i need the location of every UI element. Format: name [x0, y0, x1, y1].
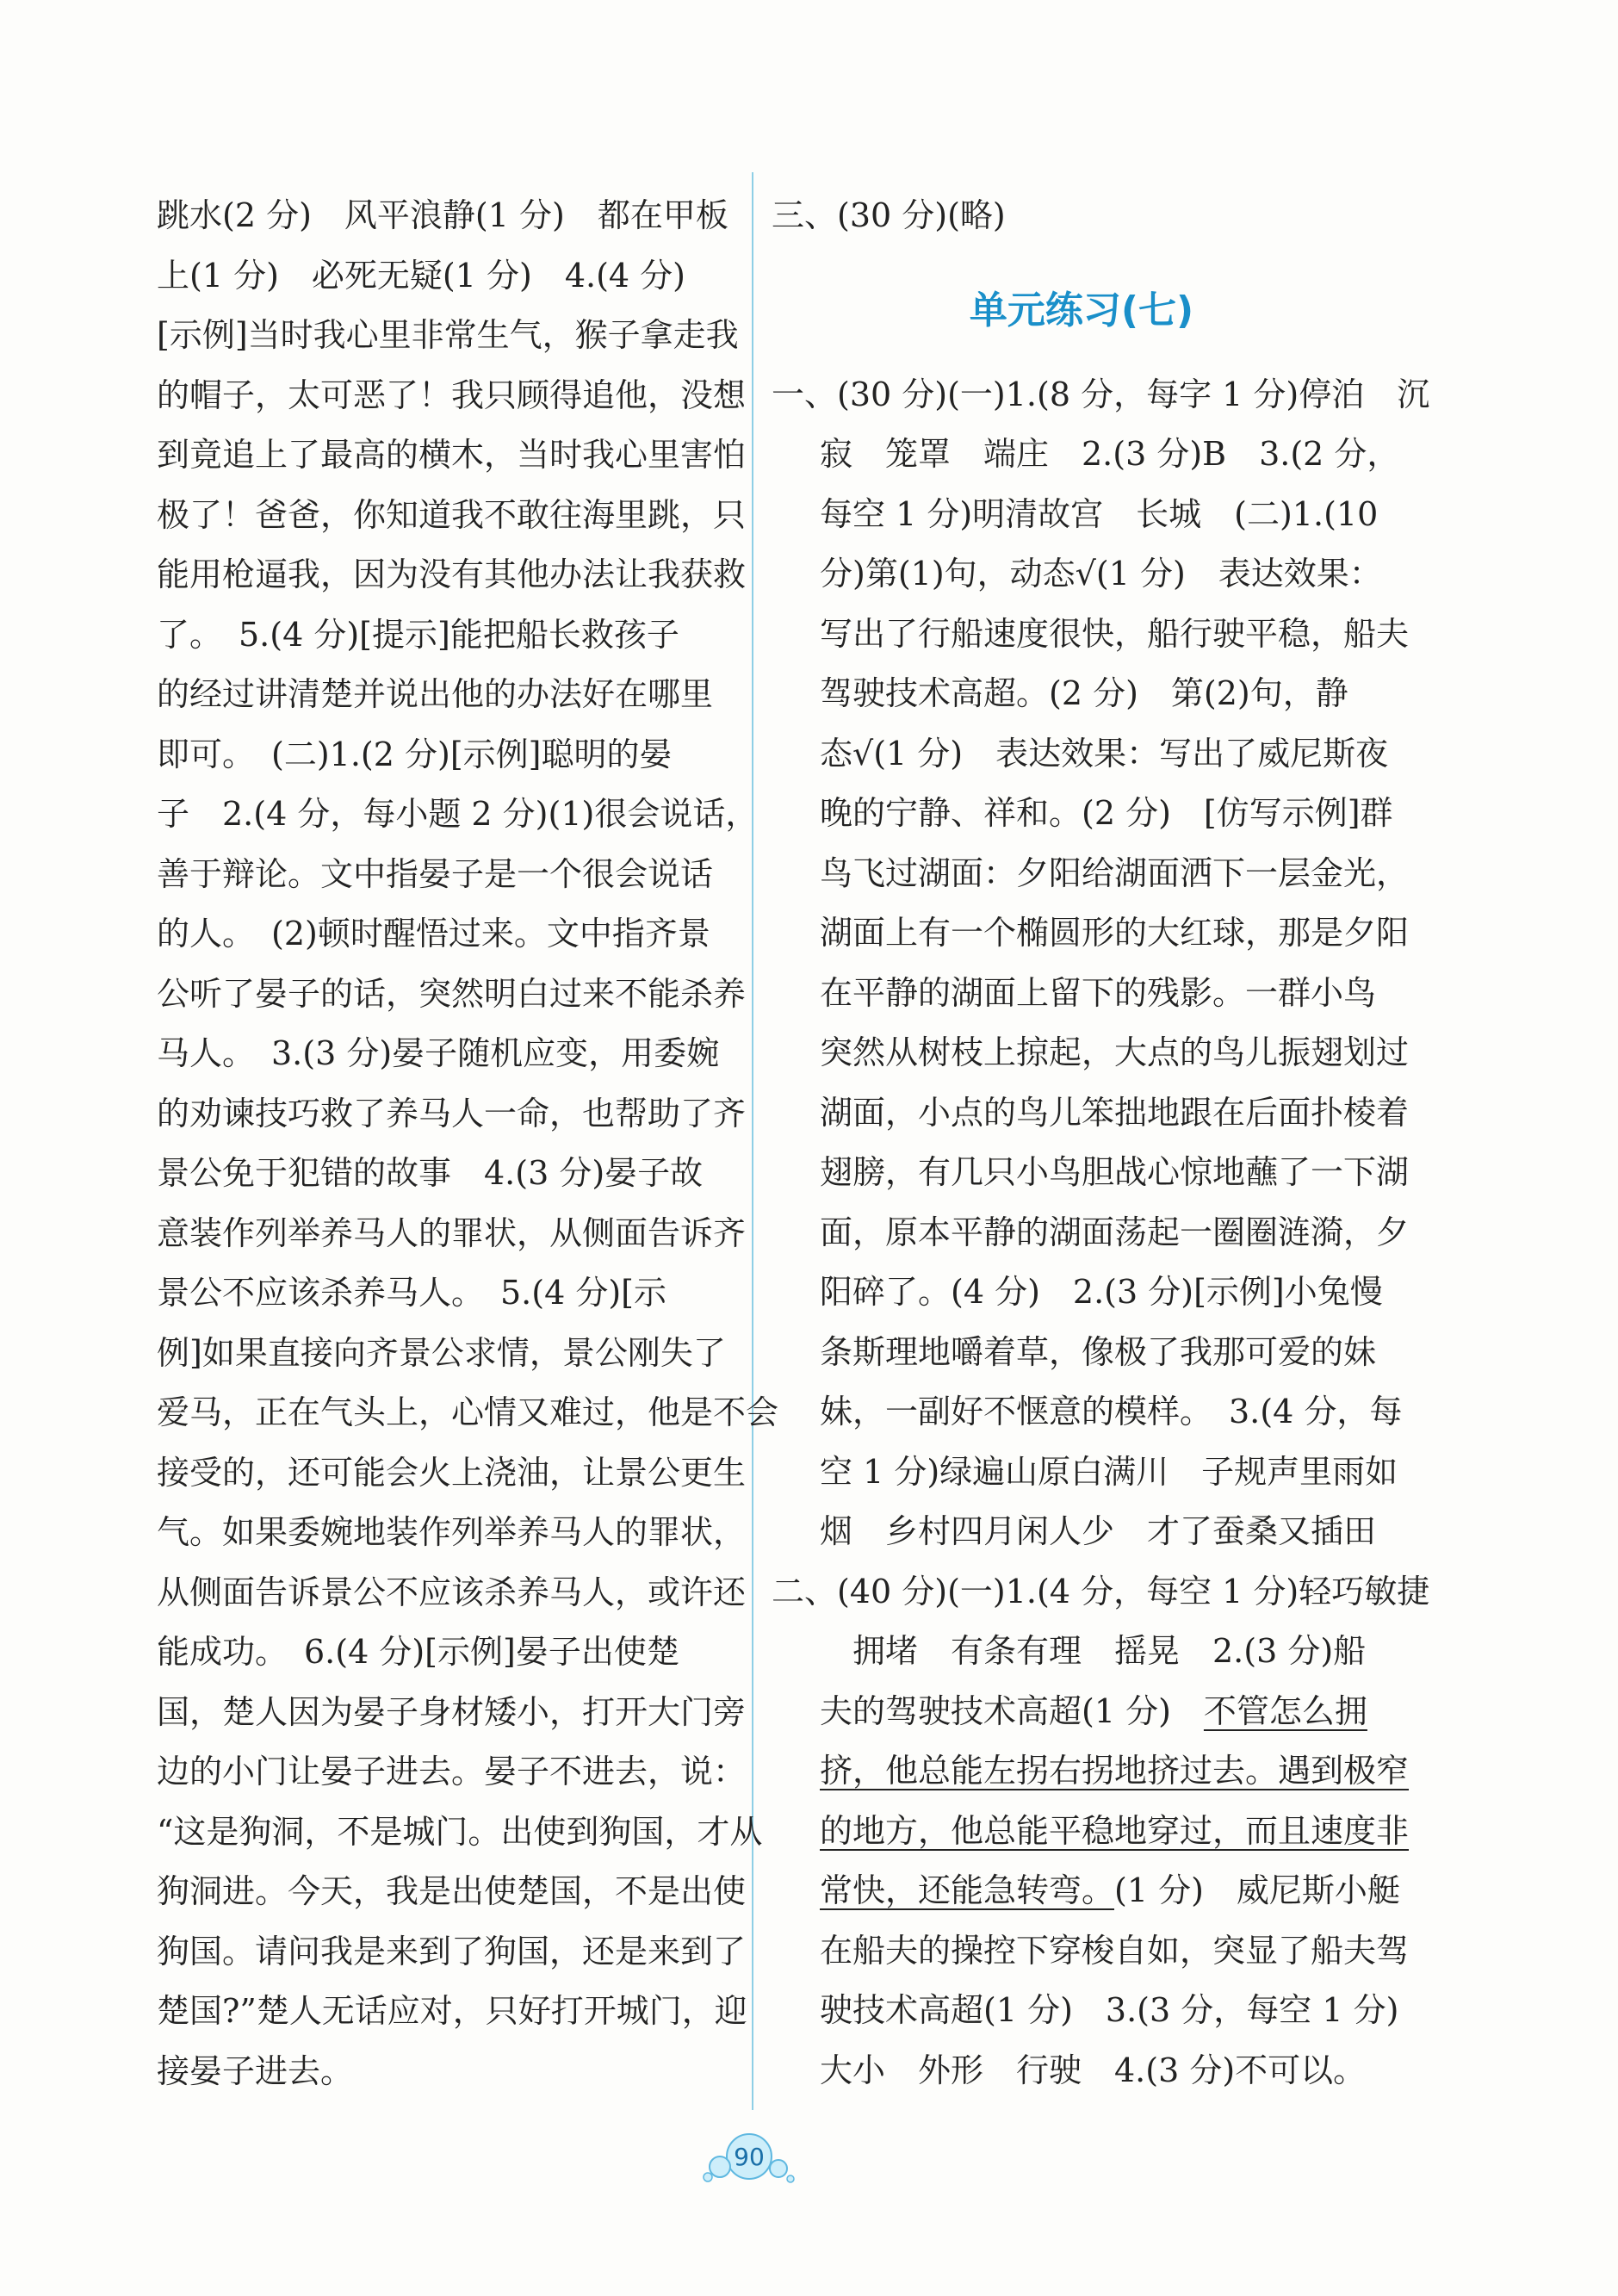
text-segment: 爱马，正在气头上，心情又难过，他是不会 [157, 1393, 779, 1431]
text-line [772, 1203, 1410, 1263]
text-line [157, 845, 742, 905]
text-segment: 例]如果直接向齐景公求情，景公刚失了 [157, 1333, 726, 1372]
text-line [157, 904, 742, 965]
text-segment: 边的小门让晏子进去。晏子不进去，说： [157, 1753, 747, 1790]
text-line [157, 665, 742, 725]
text-segment: 夫的驾驶技术高超(1 分) [820, 1691, 1204, 1730]
text-segment: 的帽子，太可恶了！我只顾得追他，没想 [157, 375, 747, 414]
text-line [157, 1443, 747, 1504]
text-line [772, 425, 1400, 485]
text-line [157, 1383, 779, 1443]
text-line [157, 186, 742, 246]
text-line [157, 486, 747, 546]
text-line [157, 1623, 742, 1683]
text-segment: 子 2.(4 分，每小题 2 分)(1)很会说话， [157, 795, 759, 833]
text-line [772, 605, 1410, 665]
text-line [772, 1143, 1410, 1203]
text-line [157, 1503, 747, 1563]
text-segment: 跳水(2 分) 风平浪静(1 分) 都在甲板 [157, 196, 728, 234]
underlined-text: 挤，他总能左拐右拐地挤过去。遇到极窄 [820, 1752, 1410, 1790]
text-segment: 上(1 分) 必死无疑(1 分) 4.(4 分) [157, 256, 685, 295]
text-line [772, 964, 1392, 1024]
text-line [772, 724, 1392, 785]
text-segment: “这是狗洞，不是城门。出使到狗国，才从 [157, 1812, 763, 1851]
right-column [772, 186, 1430, 2101]
text-line [772, 1263, 1392, 1323]
text-line [772, 1741, 1410, 1802]
text-line [157, 1563, 747, 1623]
text-line [772, 1323, 1392, 1383]
text-segment: 能用枪逼我，因为没有其他办法让我获救 [157, 555, 747, 593]
text-segment: 驶技术高超(1 分) 3.(3 分，每空 1 分) [820, 1991, 1399, 2029]
text-line [772, 1981, 1399, 2041]
text-line [772, 1083, 1410, 1144]
text-line [772, 903, 1410, 964]
text-line [157, 1204, 747, 1264]
text-segment: 分)第(1)句，动态√(1 分) 表达效果： [820, 555, 1382, 593]
text-line [772, 1562, 1430, 1623]
text-segment: 意装作列举养马人的罪状，从侧面告诉齐 [157, 1213, 747, 1252]
text-segment: 湖面上有一个椭圆形的大红球，那是夕阳 [820, 914, 1410, 952]
text-segment: 鸟飞过湖面：夕阳给湖面洒下一层金光， [820, 853, 1410, 892]
text-segment: 态√(1 分) 表达效果：写出了威尼斯夜 [820, 734, 1389, 773]
page-number-badge [699, 2127, 803, 2187]
text-segment: 翅膀，有几只小鸟胆战心惊地蘸了一下湖 [820, 1153, 1410, 1191]
text-line [157, 1144, 742, 1204]
text-line [157, 1263, 742, 1324]
page-number: 90 [734, 2143, 765, 2171]
text-segment: 大小 外形 行驶 4.(3 分)不可以。 [820, 2051, 1367, 2089]
text-segment: 到竟追上了最高的横木，当时我心里害怕 [157, 436, 747, 474]
text-segment: 马人。 3.(3 分)晏子随机应变，用委婉 [157, 1034, 720, 1072]
text-segment: 景公免于犯错的故事 4.(3 分)晏子故 [157, 1154, 704, 1192]
text-line [157, 1982, 747, 2042]
text-line [157, 605, 742, 666]
text-segment: 国，楚人因为晏子身材矮小，打开大门旁 [157, 1692, 747, 1731]
text-segment: 二、(40 分)(一)1.(4 分，每空 1 分)轻巧敏捷 [772, 1572, 1430, 1610]
text-segment: 突然从树枝上掠起，大点的鸟儿振翅划过 [820, 1033, 1410, 1071]
text-line [772, 1802, 1410, 1862]
text-segment: 写出了行船速度很快，船行驶平稳，船夫 [820, 614, 1410, 653]
text-segment: 公听了晏子的话，突然明白过来不能杀养 [157, 974, 747, 1013]
text-segment: 拥堵 有条有理 摇晃 2.(3 分)船 [820, 1632, 1367, 1670]
text-line [157, 1742, 747, 1803]
right-column-body [772, 365, 1430, 2101]
text-segment: 烟 乡村四月闲人少 才了蚕桑又插田 [820, 1512, 1377, 1550]
text-line [772, 1921, 1410, 1982]
text-line [772, 664, 1392, 724]
text-segment: 接受的，还可能会火上浇油，让景公更生 [157, 1453, 747, 1492]
text-segment: 即可。 (二)1.(2 分)[示例]聪明的晏 [157, 735, 673, 773]
text-segment: 条斯理地嚼着草，像极了我那可爱的妹 [820, 1332, 1377, 1371]
text-segment: 善于辩论。文中指晏子是一个很会说话 [157, 854, 714, 893]
text-segment: 楚国?”楚人无话应对，只好打开城门，迎 [157, 1992, 747, 2030]
text-segment: 从侧面告诉景公不应该杀养马人，或许还 [157, 1573, 747, 1611]
text-line [157, 246, 742, 307]
text-segment: 的经过讲清楚并说出他的办法好在哪里 [157, 675, 714, 713]
text-line [772, 1622, 1392, 1682]
text-line [157, 1084, 747, 1145]
underlined-text: 不管怎么拥 [1203, 1691, 1367, 1730]
text-line [157, 2042, 742, 2102]
text-line [772, 544, 1392, 605]
text-segment: 在船夫的操控下穿梭自如，突显了船夫驾 [820, 1931, 1410, 1970]
unit-title: 单元练习(七) [969, 288, 1194, 332]
text-line [772, 1682, 1392, 1742]
text-line [772, 1861, 1400, 1921]
text-segment: [示例]当时我心里非常生气，猴子拿走我 [157, 316, 739, 354]
text-line [157, 545, 747, 605]
underlined-text: 的地方，他总能平稳地穿过，而且速度非 [820, 1811, 1410, 1850]
text-line [157, 785, 759, 845]
text-segment: 狗国。请问我是来到了狗国，还是来到了 [157, 1932, 747, 1970]
text-segment: 狗洞进。今天，我是出使楚国，不是出使 [157, 1872, 747, 1910]
text-segment: 的人。 (2)顿时醒悟过来。文中指齐景 [157, 915, 710, 953]
text-segment: 阳碎了。(4 分) 2.(3 分)[示例]小兔慢 [820, 1273, 1383, 1311]
left-column [157, 186, 779, 2101]
text-line [157, 1922, 747, 1983]
text-line [157, 1862, 747, 1922]
text-segment: 一、(30 分)(一)1.(8 分，每字 1 分)停泊 沉 [772, 375, 1430, 413]
text-line [772, 485, 1392, 545]
text-line [157, 366, 747, 426]
text-segment: 极了！爸爸，你知道我不敢往海里跳，只 [157, 495, 747, 534]
text-segment: 空 1 分)绿遍山原白满川 子规声里雨如 [820, 1452, 1398, 1491]
text-line [157, 1024, 742, 1084]
text-segment: 气。如果委婉地装作列举养马人的罪状， [157, 1513, 747, 1551]
text-segment: 每空 1 分)明清故宫 长城 (二)1.(10 [820, 494, 1379, 533]
text-line [772, 1443, 1398, 1503]
text-line [772, 365, 1430, 425]
text-line [772, 1502, 1392, 1562]
text-segment: 晚的宁静、祥和。(2 分) [仿写示例]群 [820, 794, 1393, 832]
text-line [772, 1023, 1410, 1083]
underlined-text: 常快，还能急转弯。 [820, 1871, 1115, 1909]
text-line [157, 725, 742, 785]
text-line [157, 1324, 742, 1384]
text-segment: 的劝谏技巧救了养马人一命，也帮助了齐 [157, 1094, 747, 1132]
text-line [772, 2041, 1392, 2101]
text-line [772, 784, 1392, 844]
text-segment: 湖面，小点的鸟儿笨拙地跟在后面扑棱着 [820, 1093, 1410, 1132]
text-segment: 了。 5.(4 分)[提示]能把船长救孩子 [157, 615, 679, 654]
text-segment: 寂 笼罩 端庄 2.(3 分)B 3.(2 分， [820, 435, 1400, 473]
text-line [157, 306, 742, 366]
text-segment: 接晏子进去。 [157, 2051, 354, 2090]
text-line [157, 425, 747, 486]
text-line [157, 965, 747, 1025]
text-segment: 景公不应该杀养马人。 5.(4 分)[示 [157, 1274, 666, 1312]
text-line [772, 1382, 1403, 1443]
text-segment: 能成功。 6.(4 分)[示例]晏子出使楚 [157, 1633, 679, 1671]
text-segment: (1 分) 威尼斯小艇 [1114, 1871, 1400, 1909]
text-line [772, 844, 1410, 904]
text-segment: 面，原本平静的湖面荡起一圈圈涟漪，夕 [820, 1213, 1410, 1251]
section-three-line: 三、(30 分)(略) [772, 196, 1006, 234]
text-line [157, 1803, 763, 1863]
text-segment: 在平静的湖面上留下的残影。一群小鸟 [820, 973, 1377, 1012]
text-line [157, 1683, 747, 1743]
text-segment: 妹，一副好不惬意的模样。 3.(4 分，每 [820, 1393, 1403, 1430]
text-segment: 驾驶技术高超。(2 分) 第(2)句，静 [820, 674, 1348, 712]
